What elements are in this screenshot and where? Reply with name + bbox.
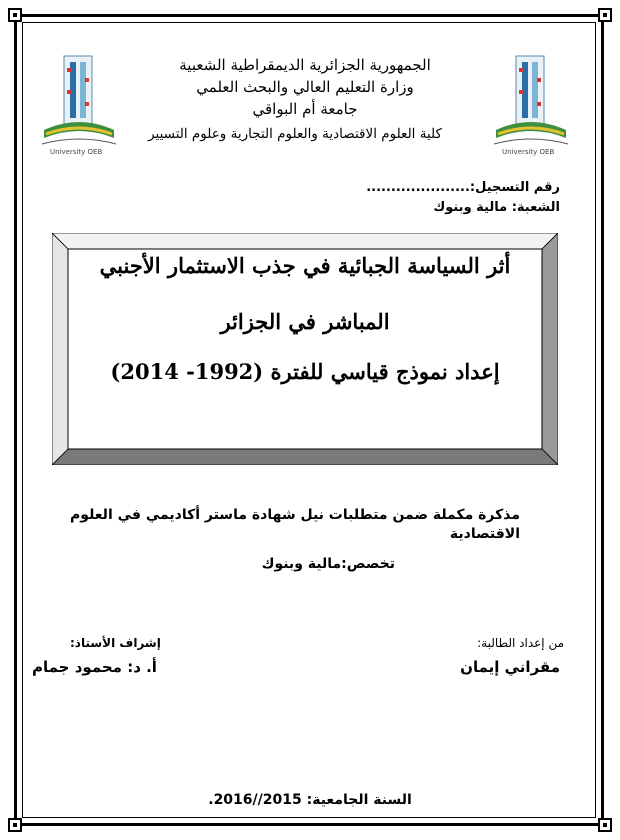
title-box: [52, 233, 558, 465]
corner-ornament: [8, 818, 22, 832]
title-line-2: المباشر في الجزائر: [220, 309, 390, 334]
corner-ornament: [598, 8, 612, 22]
header-university: جامعة أم البواقي: [252, 100, 358, 118]
corner-ornament: [8, 8, 22, 22]
logo-caption: University OEB: [502, 148, 555, 156]
supervisor-name: أ. د: محمود جمام: [32, 658, 157, 676]
academic-year: السنة الجامعية: 2015//2016.: [208, 792, 412, 808]
branch-label: الشعبة: مالية وبنوك: [433, 200, 560, 215]
corner-ornament: [598, 818, 612, 832]
header-faculty: كلية العلوم الاقتصادية والعلوم التجارية وعلوم التسيير: [148, 126, 442, 142]
logo-caption: University OEB: [50, 148, 103, 156]
registration-number: رقم التسجيل:.....................: [366, 180, 560, 195]
specialization: تخصص:مالية وبنوك: [261, 556, 395, 572]
university-logo-right: [488, 48, 574, 158]
header-republic: الجمهورية الجزائرية الديمقراطية الشعبية: [179, 56, 431, 74]
memo-description: مذكرة مكملة ضمن متطلبات نيل شهادة ماستر أكاديمي في العلوم الاقتصادية: [70, 507, 520, 542]
prepared-by-label: من إعداد الطالبة:: [477, 636, 564, 650]
student-name: مقراني إيمان: [460, 658, 560, 676]
header-ministry: وزارة التعليم العالي والبحث العلمي: [196, 78, 414, 96]
supervisor-label: إشراف الأستاذ:: [70, 636, 161, 650]
title-line-3: إعداد نموذج قياسي للفترة (1992- 2014): [110, 359, 500, 384]
title-line-1: أثر السياسة الجبائية في جذب الاستثمار الأجنبي: [99, 253, 511, 278]
